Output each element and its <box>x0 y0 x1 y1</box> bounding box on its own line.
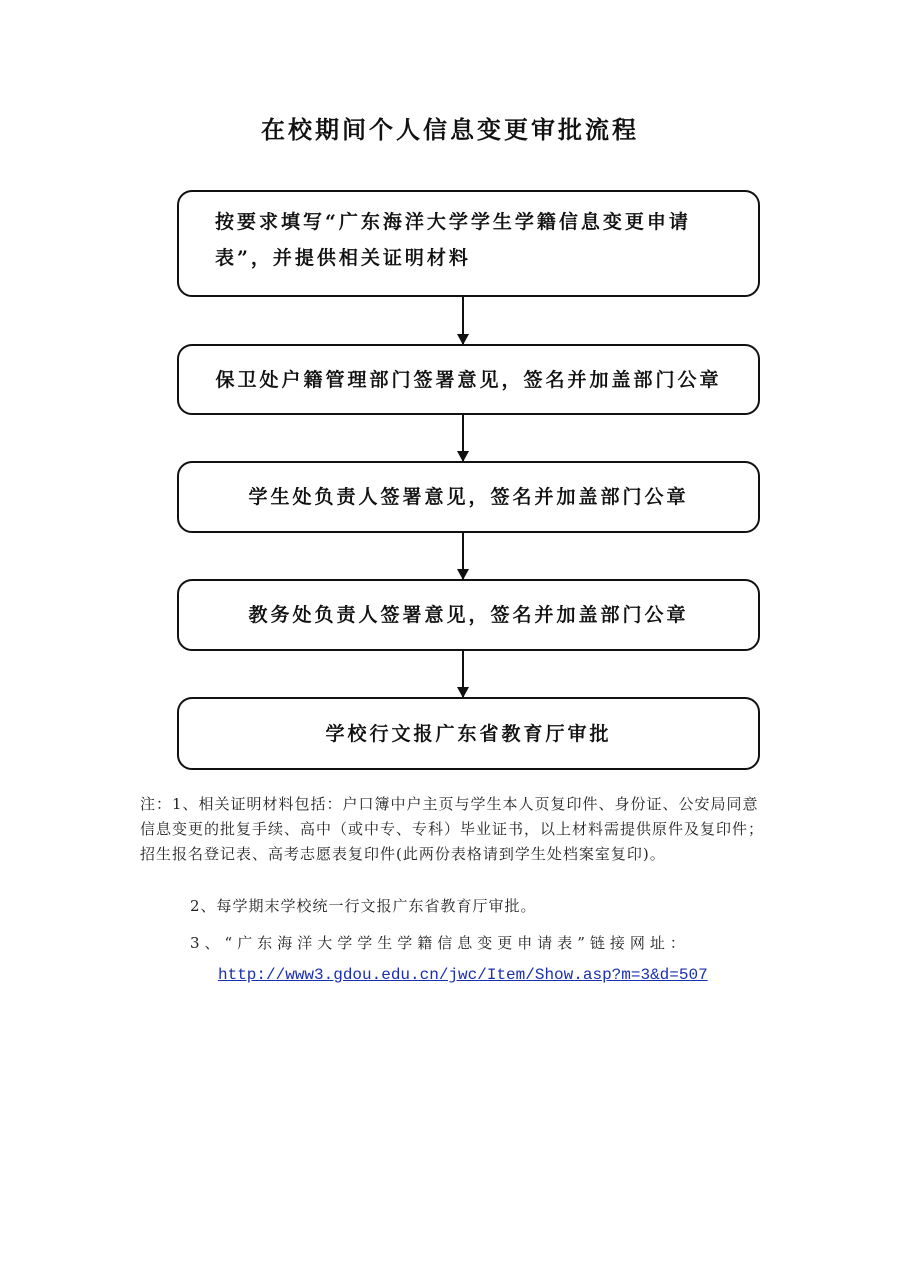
flow-arrow-2 <box>462 415 464 461</box>
flow-arrow-1 <box>462 297 464 344</box>
flow-step-3-text: 学生处负责人签署意见，签名并加盖部门公章 <box>248 486 689 508</box>
flow-arrow-4 <box>462 651 464 697</box>
flow-arrow-3 <box>462 533 464 579</box>
flow-step-5 <box>177 697 760 770</box>
flow-step-2 <box>177 344 760 415</box>
flow-step-1-text: 按要求填写“广东海洋大学学生学籍信息变更申请表”，并提供相关证明材料 <box>215 211 691 269</box>
note-3: 3、“广东海洋大学学生学籍信息变更申请表”链接网址： <box>190 934 690 952</box>
flow-step-4 <box>177 579 760 651</box>
flow-step-1 <box>177 190 760 297</box>
flow-step-2-text: 保卫处户籍管理部门签署意见，签名并加盖部门公章 <box>215 368 722 391</box>
flow-step-4-text: 教务处负责人签署意见，签名并加盖部门公章 <box>248 604 689 626</box>
flow-step-3 <box>177 461 760 533</box>
note-1: 注：1、相关证明材料包括：户口簿中户主页与学生本人页复印件、身份证、公安局同意信息变更的批复手续、高中（或中专、专科）毕业证书，以上材料需提供原件及复印件；招生报名登记表、高考志愿表复印件(此两份表格请到学生处档案室复印)。 <box>140 795 765 863</box>
application-form-link[interactable]: http://www3.gdou.edu.cn/jwc/Item/Show.asp?m=3&d=507 <box>218 966 708 984</box>
page-title: 在校期间个人信息变更审批流程 <box>261 115 639 144</box>
flow-step-5-text: 学校行文报广东省教育厅审批 <box>325 722 612 745</box>
note-2: 2、每学期末学校统一行文报广东省教育厅审批。 <box>190 897 537 915</box>
